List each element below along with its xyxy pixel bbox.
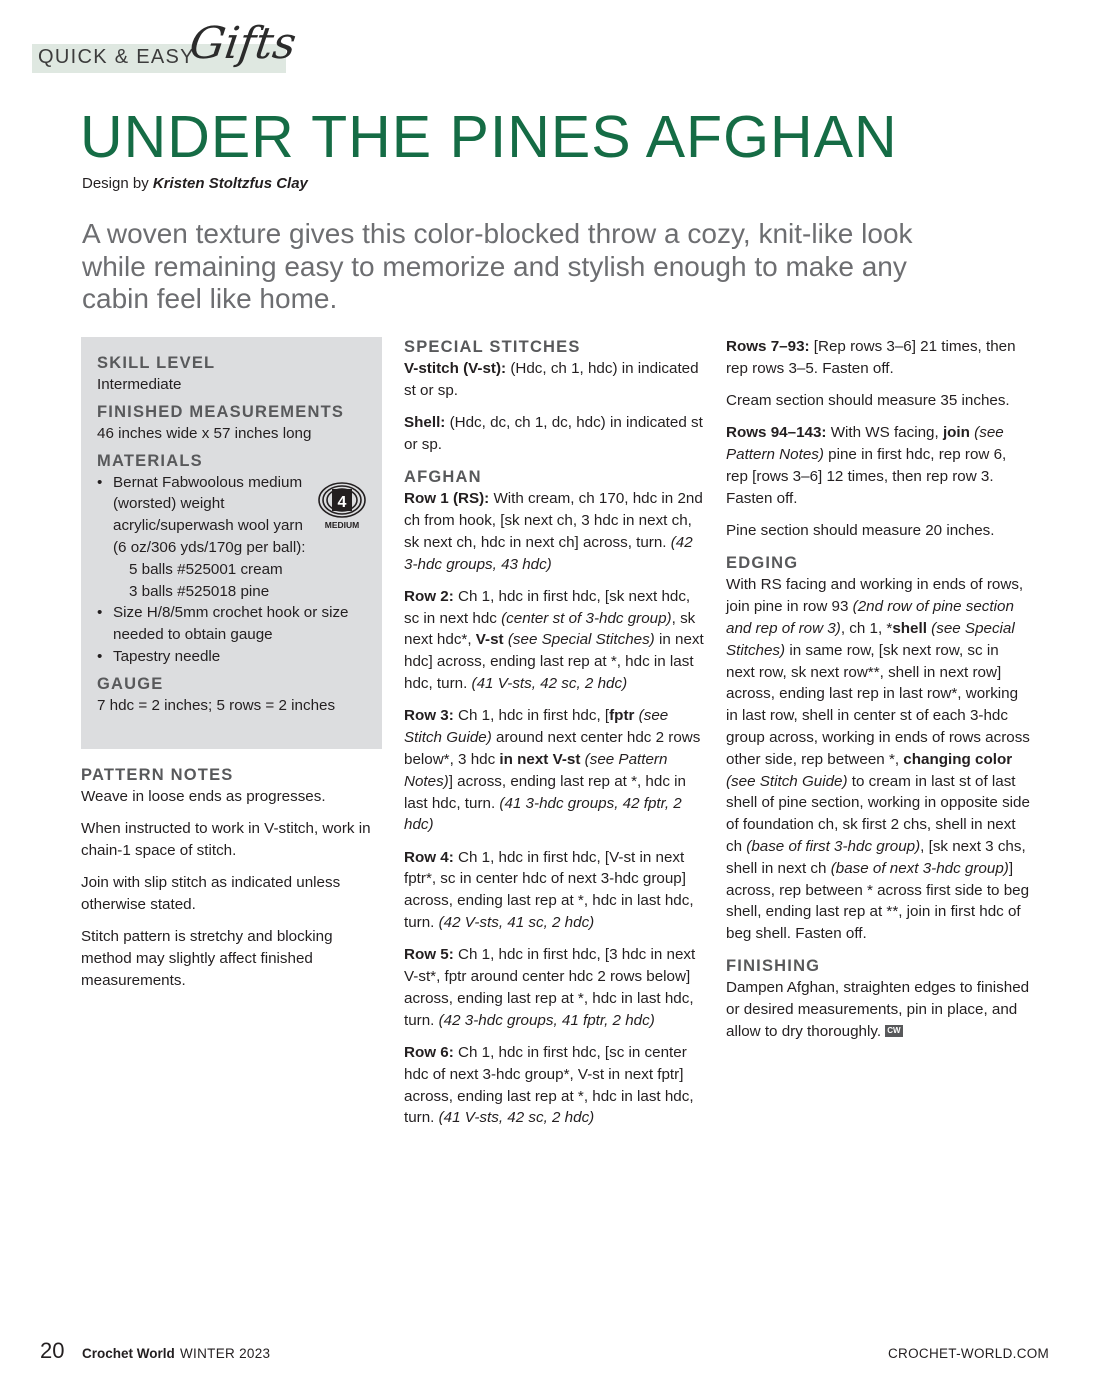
deck-text: A woven texture gives this color-blocked throw a cozy, knit-like look while remaining easy to memorize and stylish enough to make any cabin feel like home. (82, 218, 913, 314)
materials-hook: • Size H/8/5mm crochet hook or size needed to obtain gauge (81, 602, 371, 646)
row-4: Row 4: Ch 1, hdc in first hdc, [V-st in next fptr*, sc in center hdc of next 3-hdc group] across, ending last rep at *, hdc in last hdc, turn. (42 V-sts, 41 sc, 2 hdc) (404, 848, 694, 932)
row-6: Row 6: Ch 1, hdc in first hdc, [sc in center hdc of next 3-hdc group*, V-st in next fptr] across, ending last rep at *, hdc in last hdc, turn. (41 V-sts, 42 sc, 2 hdc) (404, 1044, 694, 1127)
instructions-column-2 (404, 336, 704, 1129)
pattern-notes-heading: PATTERN NOTES (81, 766, 234, 784)
stitch-shell: Shell: (Hdc, dc, ch 1, dc, hdc) in indicated st or sp. (404, 414, 703, 453)
section-label: QUICK & EASY (38, 46, 195, 68)
row-3: Row 3: Ch 1, hdc in first hdc, [fptr (see Stitch Guide) around next center hdc 2 rows below*, 3 hdc in next V-st (see Pattern Notes)] across, ending last rep at *, hdc in last hdc, turn. (41 3-hdc groups, 42 fptr, 2 hdc) (404, 707, 701, 834)
edging-text: With RS facing and working in ends of rows, join pine in row 93 (2nd row of pine section and rep of row 3), ch 1, *shell (see Special Stitches) in same row, [sk next row, sc in next row, sk next row**, shell in next row] across, ending last rep in last row*, working in last row, shell in center st of each 3-hdc group across, working in ends of rows across other side, rep between *, changing color (see Stitch Guide) to cream in last st of last shell of pine section, working in opposite side of foundation ch, sk first 2 chs, shell in next ch (base of first 3-hdc group), [sk next 3 chs, shell in next ch (base of next 3-hdc group)] across, rep between * across first side to beg shell, ending last rep at **, join in first hdc of beg shell. Fasten off. (726, 576, 1030, 943)
gauge-heading: GAUGE (97, 674, 164, 693)
gauge-value: 7 hdc = 2 inches; 5 rows = 2 inches (97, 696, 336, 714)
pattern-note: When instructed to work in V-stitch, work in chain-1 space of stitch. (81, 820, 371, 860)
row-1: Row 1 (RS): With cream, ch 170, hdc in 2nd ch from hook, [sk next ch, 3 hdc in next ch, sk next ch, hdc in next ch] across, turn. (42 3-hdc groups, 43 hdc) (404, 490, 703, 573)
pattern-note: Join with slip stitch as indicated unless otherwise stated. (81, 874, 341, 914)
cw-end-mark: CW (887, 1026, 901, 1036)
page-number: 20 (40, 1338, 65, 1363)
pattern-notes (81, 764, 376, 992)
finished-measurements-heading: FINISHED MEASUREMENTS (97, 402, 345, 421)
cream-note: Cream section should measure 35 inches. (726, 392, 1010, 410)
designer-name: Kristen Stoltzfus Clay (152, 175, 308, 192)
rows-7-93: Rows 7–93: [Rep rows 3–6] 21 times, then rep rows 3–5. Fasten off. (726, 338, 1016, 377)
byline: Design by Kristen Stoltzfus Clay (82, 175, 308, 192)
finishing-heading: FINISHING (726, 957, 821, 976)
yarn-weight-icon (314, 481, 370, 533)
afghan-heading: AFGHAN (404, 468, 482, 487)
materials-heading: MATERIALS (97, 451, 203, 470)
issue-date: WINTER 2023 (180, 1346, 271, 1361)
materials-yarn-cream: 5 balls #525001 cream (129, 560, 283, 578)
stitch-vst: V-stitch (V-st): (Hdc, ch 1, hdc) in indicated st or sp. (404, 360, 699, 399)
special-stitches-heading: SPECIAL STITCHES (404, 338, 581, 356)
pattern-note: Stitch pattern is stretchy and blocking method may slightly affect finished measurements. (81, 928, 333, 990)
magazine-name: Crochet World (82, 1346, 175, 1361)
pattern-note: Weave in loose ends as progresses. (81, 788, 326, 805)
skill-level-value: Intermediate (97, 376, 182, 393)
sidebar-content (97, 352, 367, 717)
skill-level-heading: SKILL LEVEL (97, 354, 216, 372)
section-script-title: Gifts (186, 18, 300, 69)
materials-yarn-pine: 3 balls #525018 pine (129, 582, 270, 600)
rows-94-143: Rows 94–143: With WS facing, join (see Pattern Notes) pine in first hdc, rep row 6, rep [rows 3–6] 12 times, then rep row 3. Fasten off. (726, 424, 1007, 507)
svg-text:MEDIUM: MEDIUM (324, 520, 360, 530)
instructions-column-3 (726, 336, 1031, 1043)
row-5: Row 5: Ch 1, hdc in first hdc, [3 hdc in next V-st*, fptr around center hdc 2 rows below] across, ending last rep at *, hdc in last hdc, turn. (42 3-hdc groups, 41 fptr, 2 hdc) (404, 946, 696, 1029)
materials-needle: • Tapestry needle (81, 646, 371, 668)
edging-heading: EDGING (726, 554, 799, 573)
finishing-text: Dampen Afghan, straighten edges to finished or desired measurements, pin in place, and allow to dry thoroughly. CW (726, 979, 1030, 1041)
website[interactable]: CROCHET-WORLD.COM (888, 1346, 1050, 1361)
svg-text:4: 4 (337, 494, 347, 511)
page-title: UNDER THE PINES AFGHAN (80, 104, 898, 170)
row-2: Row 2: Ch 1, hdc in first hdc, [sk next hdc, sc in next hdc (center st of 3-hdc group), sk next hdc*, V-st (see Special Stitches) in next hdc] across, ending last rep at *, hdc in last hdc, turn. (41 V-sts, 42 sc, 2 hdc) (404, 587, 704, 693)
pine-note: Pine section should measure 20 inches. (726, 522, 995, 540)
materials-yarn: • Bernat Fabwoolous medium (worsted) weight acrylic/superwash wool yarn (6 oz/306 yds/170g per ball): (81, 472, 306, 559)
finished-measurements-value: 46 inches wide x 57 inches long (97, 424, 312, 442)
